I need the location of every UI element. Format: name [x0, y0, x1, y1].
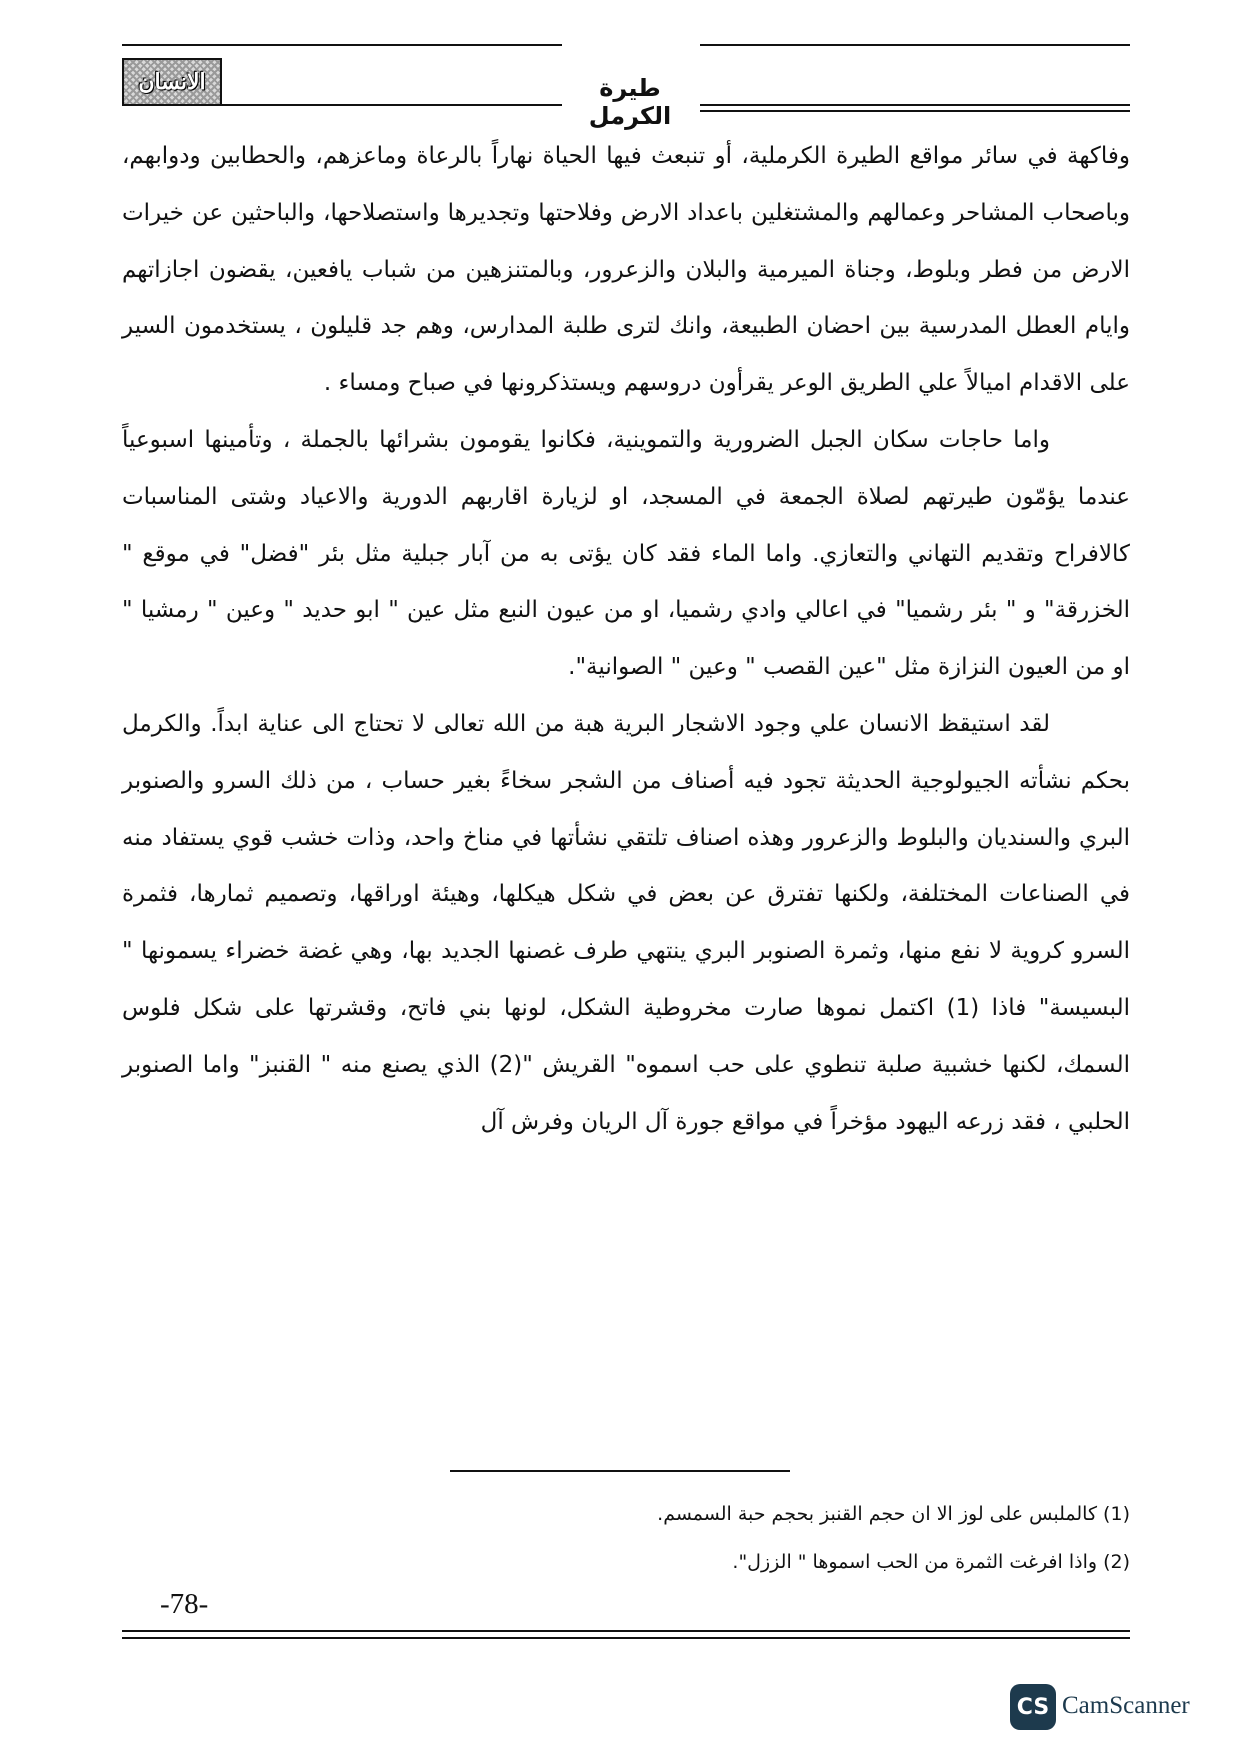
header-rule-left-top: [122, 44, 562, 46]
page-number: -78-: [160, 1588, 209, 1620]
footnotes: [122, 1490, 1130, 1586]
footer-rule-bottom: [122, 1637, 1130, 1639]
paragraph: لقد استيقظ الانسان علي وجود الاشجار البرية هبة من الله تعالى لا تحتاج الى عناية ابداً. والكرمل بحكم نشأته الجيولوجية الحديثة تجود فيه أصناف من الشجر سخاءً بغير حساب ، من ذلك السرو والصنوبر البري والسنديان والبلوط والزعرور وهذه اصناف تلتقي نشأتها في مناخ واحد، وذات خشب قوي يستفاد منه في الصناعات المختلفة، ولكنها تفترق عن بعض في شكل هيكلها، وهيئة اوراقها، وتصميم ثمارها، فثمرة السرو كروية لا نفع منها، وثمرة الصنوبر البري ينتهي طرف غصنها الجديد بها، وهي غضة خضراء يسمونها " البسيسة" فاذا (1) اكتمل نموها صارت مخروطية الشكل، لونها بني فاتح، وقشرتها على شكل فلوس السمك، لكنها خشبية صلبة تنطوي على حب اسموه" القريش "(2) الذي يصنع منه " القنبز" واما الصنوبر الحلبي ، فقد زرعه اليهود مؤخراً في مواقع جورة آل الريان وفرش آل: [122, 710, 1130, 1135]
footer-rule-top: [122, 1630, 1130, 1632]
footnote-separator: [450, 1470, 790, 1472]
footnote: (1) كالملبس على لوز الا ان حجم القنبز بحجم حبة السمسم.: [657, 1503, 1130, 1525]
section-emblem-label: الانسان: [138, 69, 206, 95]
paragraph: وفاكهة في سائر مواقع الطيرة الكرملية، أو تنبعث فيها الحياة نهاراً بالرعاة وماعزهم، والحطابين ودوابهم، وباصحاب المشاحر وعمالهم والمشتغلين باعداد الارض وفلاحتها وتجديرها واستصلاحها، والباحثين عن خيرات الارض من فطر وبلوط، وجناة الميرمية والبلان والزعرور، وبالمتنزهين من شباب يافعين، يقضون اجازاتهم وايام العطل المدرسية بين احضان الطبيعة، وانك لترى طلبة المدارس، وهم جد قليلون ، يستخدمون السير على الاقدام اميالاً علي الطريق الوعر يقرأون دروسهم ويستذكرونها في صباح ومساء .: [122, 143, 1130, 397]
paragraph: واما حاجات سكان الجبل الضرورية والتموينية، فكانوا يقومون بشرائها بالجملة ، وتأمينها اسبوعياً عندما يؤمّون طيرتهم لصلاة الجمعة في المسجد، او لزيارة اقاربهم الدورية والاعياد وشتى المناسبات كالافراح وتقديم التهاني والتعازي. واما الماء فقد كان يؤتى به من آبار جبلية مثل بئر "فضل" في موقع " الخزرقة" و " بئر رشميا" في اعالي وادي رشميا، او من عيون النبع مثل عين " ابو حديد " وعين " رمشيا " او من العيون النزازة مثل "عين القصب " وعين " الصوانية".: [122, 426, 1130, 681]
footnote: (2) واذا افرغت الثمرة من الحب اسموها " الززل".: [732, 1551, 1130, 1573]
body-text: [122, 128, 1130, 1150]
header-rule-right-bottom: [700, 104, 1130, 106]
running-title: طيرة الكرمل: [588, 74, 672, 130]
camscanner-logo-icon: CS: [1010, 1684, 1056, 1730]
camscanner-label: CamScanner: [1062, 1692, 1190, 1719]
header-rule-right-bottom-2: [700, 110, 1130, 112]
section-emblem: [122, 58, 222, 106]
header-rule-left-bottom: [222, 104, 562, 106]
header-rule-right-top: [700, 44, 1130, 46]
